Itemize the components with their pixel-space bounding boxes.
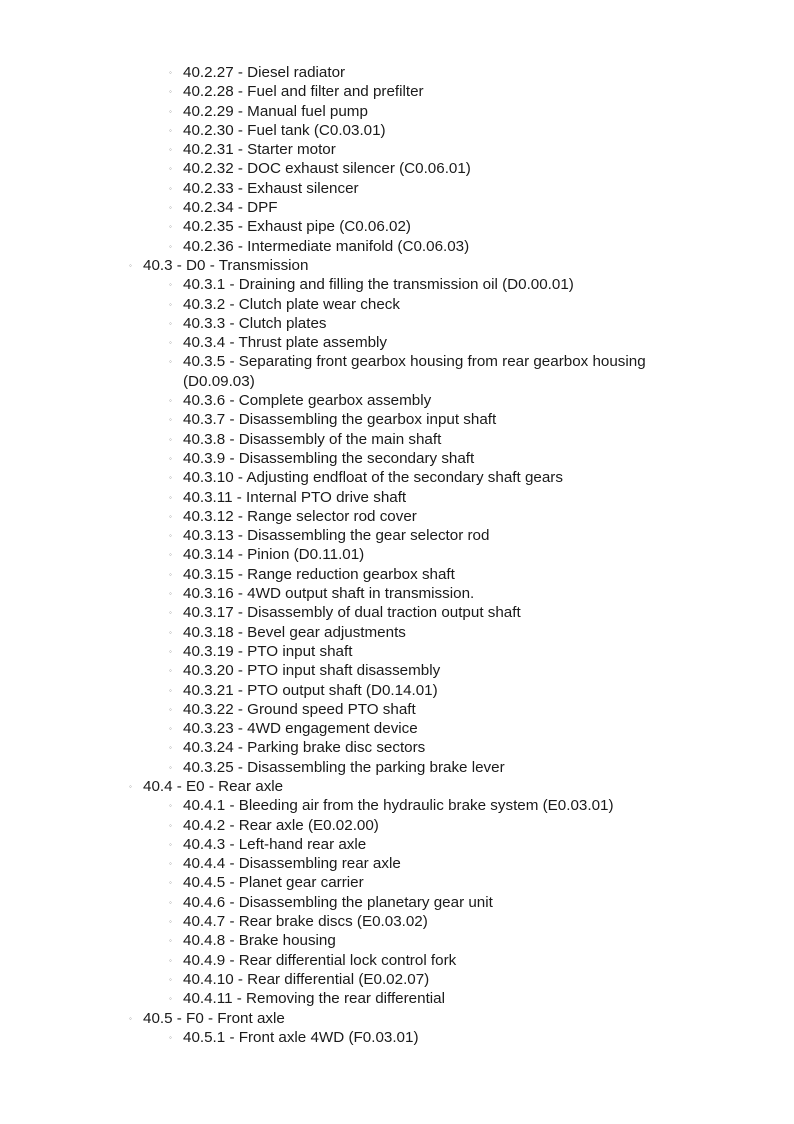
toc-subsection-item[interactable] <box>0 796 794 815</box>
toc-item-label: 40.3.3 - Clutch plates <box>183 314 327 332</box>
bullet-icon: ◦ <box>169 685 172 695</box>
toc-subsection-item[interactable] <box>0 391 794 410</box>
toc-subsection-item[interactable] <box>0 102 794 121</box>
bullet-icon: ◦ <box>169 125 172 135</box>
toc-subsection-item[interactable] <box>0 873 794 892</box>
toc-subsection-item[interactable] <box>0 719 794 738</box>
toc-item-label: 40.3.4 - Thrust plate assembly <box>183 334 388 352</box>
toc-subsection-item[interactable] <box>0 468 794 487</box>
bullet-icon: ◦ <box>169 1032 172 1042</box>
bullet-icon: ◦ <box>169 68 172 77</box>
bullet-icon: ◦ <box>169 646 172 656</box>
toc-item-label: 40.3.6 - Complete gearbox assembly <box>183 392 432 410</box>
toc-section-item[interactable] <box>0 1009 794 1028</box>
bullet-icon: ◦ <box>169 492 172 502</box>
bullet-icon: ◦ <box>169 801 172 811</box>
toc-subsection-item[interactable] <box>0 854 794 873</box>
toc-subsection-item[interactable] <box>0 642 794 661</box>
toc-subsection-item[interactable] <box>0 603 794 622</box>
toc-subsection-item[interactable] <box>0 565 794 584</box>
toc-subsection-item[interactable] <box>0 912 794 931</box>
toc-subsection-item[interactable] <box>0 488 794 507</box>
bullet-icon: ◦ <box>169 936 172 946</box>
bullet-icon: ◦ <box>169 589 172 599</box>
toc-subsection-item[interactable] <box>0 584 794 603</box>
toc-item-label: 40.2.29 - Manual fuel pump <box>183 102 368 120</box>
bullet-icon: ◦ <box>169 241 172 251</box>
bullet-icon: ◦ <box>169 396 172 406</box>
toc-item-label: 40.3.20 - PTO input shaft disassembly <box>183 662 441 680</box>
toc-subsection-item[interactable] <box>0 545 794 564</box>
toc-subsection-item[interactable] <box>0 661 794 680</box>
toc-subsection-item[interactable] <box>0 159 794 178</box>
bullet-icon: ◦ <box>169 434 172 444</box>
bullet-icon: ◦ <box>169 453 172 463</box>
bullet-icon: ◦ <box>129 1013 132 1023</box>
bullet-icon: ◦ <box>169 357 172 367</box>
bullet-icon: ◦ <box>169 955 172 965</box>
toc-item-label: 40.3 - D0 - Transmission <box>143 256 309 274</box>
toc-item-label: 40.4.6 - Disassembling the planetary gear unit <box>183 893 493 911</box>
toc-item-label: 40.2.27 - Diesel radiator <box>183 64 346 81</box>
bullet-icon: ◦ <box>169 859 172 869</box>
toc-item-label: 40.3.23 - 4WD engagement device <box>183 720 418 738</box>
toc-subsection-item[interactable] <box>0 507 794 526</box>
toc-item-label: 40.3.2 - Clutch plate wear check <box>183 295 400 313</box>
toc-item-label: 40.4.9 - Rear differential lock control fork <box>183 951 457 969</box>
toc-subsection-item[interactable] <box>0 121 794 140</box>
toc-item-label: 40.4 - E0 - Rear axle <box>143 777 284 795</box>
toc-subsection-item[interactable] <box>0 931 794 950</box>
bullet-icon: ◦ <box>169 743 172 753</box>
bullet-icon: ◦ <box>169 183 172 193</box>
bullet-icon: ◦ <box>169 203 172 213</box>
toc-subsection-item[interactable] <box>0 217 794 236</box>
toc-item-label: 40.2.35 - Exhaust pipe (C0.06.02) <box>183 218 411 236</box>
toc-item-label: 40.3.7 - Disassembling the gearbox input shaft <box>183 411 497 429</box>
toc-item-label: 40.3.21 - PTO output shaft (D0.14.01) <box>183 681 438 699</box>
toc-subsection-item[interactable] <box>0 681 794 700</box>
bullet-icon: ◦ <box>169 917 172 927</box>
toc-item-label: 40.2.32 - DOC exhaust silencer (C0.06.01) <box>183 160 471 178</box>
toc-item-label: 40.3.10 - Adjusting endfloat of the secondary shaft gears <box>183 469 563 487</box>
bullet-icon: ◦ <box>169 839 172 849</box>
toc-item-label: 40.3.8 - Disassembly of the main shaft <box>183 430 442 448</box>
toc-item-label: 40.4.10 - Rear differential (E0.02.07) <box>183 970 430 988</box>
bullet-icon: ◦ <box>169 87 172 97</box>
toc-subsection-item[interactable] <box>0 951 794 970</box>
toc-item-label: 40.5 - F0 - Front axle <box>143 1009 285 1027</box>
bullet-icon: ◦ <box>169 762 172 772</box>
toc-item-label: 40.2.30 - Fuel tank (C0.03.01) <box>183 121 386 139</box>
bullet-icon: ◦ <box>129 260 132 270</box>
bullet-icon: ◦ <box>129 781 132 791</box>
toc-subsection-item[interactable] <box>0 816 794 835</box>
toc-item-label: 40.3.14 - Pinion (D0.11.01) <box>183 546 365 564</box>
toc-item-label: 40.4.11 - Removing the rear differential <box>183 990 445 1008</box>
toc-subsection-item[interactable] <box>0 295 794 314</box>
toc-item-label: 40.3.5 - Separating front gearbox housing from rear gearbox housing (D0.09.03) <box>183 353 646 390</box>
toc-subsection-item[interactable] <box>0 1028 794 1047</box>
bullet-icon: ◦ <box>169 164 172 174</box>
bullet-icon: ◦ <box>169 820 172 830</box>
bullet-icon: ◦ <box>169 704 172 714</box>
bullet-icon: ◦ <box>169 338 172 348</box>
toc-item-label: 40.3.18 - Bevel gear adjustments <box>183 623 406 641</box>
toc-item-label: 40.3.12 - Range selector rod cover <box>183 507 417 525</box>
bullet-icon: ◦ <box>169 531 172 541</box>
toc-subsection-item[interactable] <box>0 430 794 449</box>
bullet-icon: ◦ <box>169 550 172 560</box>
toc-item-label: 40.3.13 - Disassembling the gear selector rod <box>183 527 490 545</box>
bullet-icon: ◦ <box>169 627 172 637</box>
toc-section-item[interactable] <box>0 256 794 275</box>
toc-item-label: 40.5.1 - Front axle 4WD (F0.03.01) <box>183 1028 419 1046</box>
toc-item-label: 40.3.9 - Disassembling the secondary shaft <box>183 449 475 467</box>
toc-subsection-item[interactable] <box>0 275 794 294</box>
toc-item-label: 40.2.36 - Intermediate manifold (C0.06.03) <box>183 237 470 255</box>
toc-item-label: 40.3.16 - 4WD output shaft in transmission. <box>183 585 475 603</box>
toc-item-label: 40.2.34 - DPF <box>183 199 278 217</box>
toc-subsection-item[interactable] <box>0 893 794 912</box>
bullet-icon: ◦ <box>169 608 172 618</box>
bullet-icon: ◦ <box>169 145 172 155</box>
toc-subsection-item[interactable] <box>0 352 794 391</box>
toc-item-label: 40.4.4 - Disassembling rear axle <box>183 855 401 873</box>
toc-item-label: 40.3.25 - Disassembling the parking brake lever <box>183 758 505 776</box>
toc-item-label: 40.3.24 - Parking brake disc sectors <box>183 739 426 757</box>
toc-item-label: 40.4.2 - Rear axle (E0.02.00) <box>183 816 379 834</box>
toc-subsection-item[interactable] <box>0 82 794 101</box>
toc-subsection-item[interactable] <box>0 314 794 333</box>
toc-item-label: 40.4.7 - Rear brake discs (E0.03.02) <box>183 913 428 931</box>
bullet-icon: ◦ <box>169 878 172 888</box>
toc-subsection-item[interactable] <box>0 835 794 854</box>
table-of-contents <box>0 63 794 1047</box>
toc-subsection-item[interactable] <box>0 179 794 198</box>
toc-item-label: 40.4.1 - Bleeding air from the hydraulic brake system (E0.03.01) <box>183 797 614 815</box>
bullet-icon: ◦ <box>169 974 172 984</box>
toc-subsection-item[interactable] <box>0 140 794 159</box>
bullet-icon: ◦ <box>169 473 172 483</box>
toc-subsection-item[interactable] <box>0 526 794 545</box>
toc-subsection-item[interactable] <box>0 410 794 429</box>
bullet-icon: ◦ <box>169 415 172 425</box>
toc-subsection-item[interactable] <box>0 63 794 82</box>
bullet-icon: ◦ <box>169 280 172 290</box>
bullet-icon: ◦ <box>169 994 172 1004</box>
bullet-icon: ◦ <box>169 724 172 734</box>
toc-item-label: 40.3.15 - Range reduction gearbox shaft <box>183 565 455 583</box>
bullet-icon: ◦ <box>169 569 172 579</box>
toc-item-label: 40.2.31 - Starter motor <box>183 141 336 159</box>
toc-item-label: 40.4.8 - Brake housing <box>183 932 336 950</box>
toc-item-label: 40.3.11 - Internal PTO drive shaft <box>183 488 407 506</box>
toc-item-label: 40.3.22 - Ground speed PTO shaft <box>183 700 416 718</box>
bullet-icon: ◦ <box>169 299 172 309</box>
bullet-icon: ◦ <box>169 318 172 328</box>
bullet-icon: ◦ <box>169 106 172 116</box>
toc-item-label: 40.3.17 - Disassembly of dual traction output shaft <box>183 604 521 622</box>
bullet-icon: ◦ <box>169 666 172 676</box>
toc-item-label: 40.2.28 - Fuel and filter and prefilter <box>183 83 424 101</box>
toc-item-label: 40.4.3 - Left-hand rear axle <box>183 835 367 853</box>
toc-item-label: 40.3.19 - PTO input shaft <box>183 642 353 660</box>
toc-item-label: 40.2.33 - Exhaust silencer <box>183 179 359 197</box>
toc-subsection-item[interactable] <box>0 758 794 777</box>
toc-subsection-item[interactable] <box>0 738 794 757</box>
toc-section-item[interactable] <box>0 777 794 796</box>
toc-subsection-item[interactable] <box>0 623 794 642</box>
toc-subsection-item[interactable] <box>0 237 794 256</box>
bullet-icon: ◦ <box>169 511 172 521</box>
toc-subsection-item[interactable] <box>0 333 794 352</box>
bullet-icon: ◦ <box>169 897 172 907</box>
toc-item-label: 40.4.5 - Planet gear carrier <box>183 874 364 892</box>
toc-subsection-item[interactable] <box>0 449 794 468</box>
bullet-icon: ◦ <box>169 222 172 232</box>
toc-subsection-item[interactable] <box>0 198 794 217</box>
toc-item-label: 40.3.1 - Draining and filling the transmission oil (D0.00.01) <box>183 276 574 294</box>
toc-subsection-item[interactable] <box>0 700 794 719</box>
toc-subsection-item[interactable] <box>0 989 794 1008</box>
toc-subsection-item[interactable] <box>0 970 794 989</box>
